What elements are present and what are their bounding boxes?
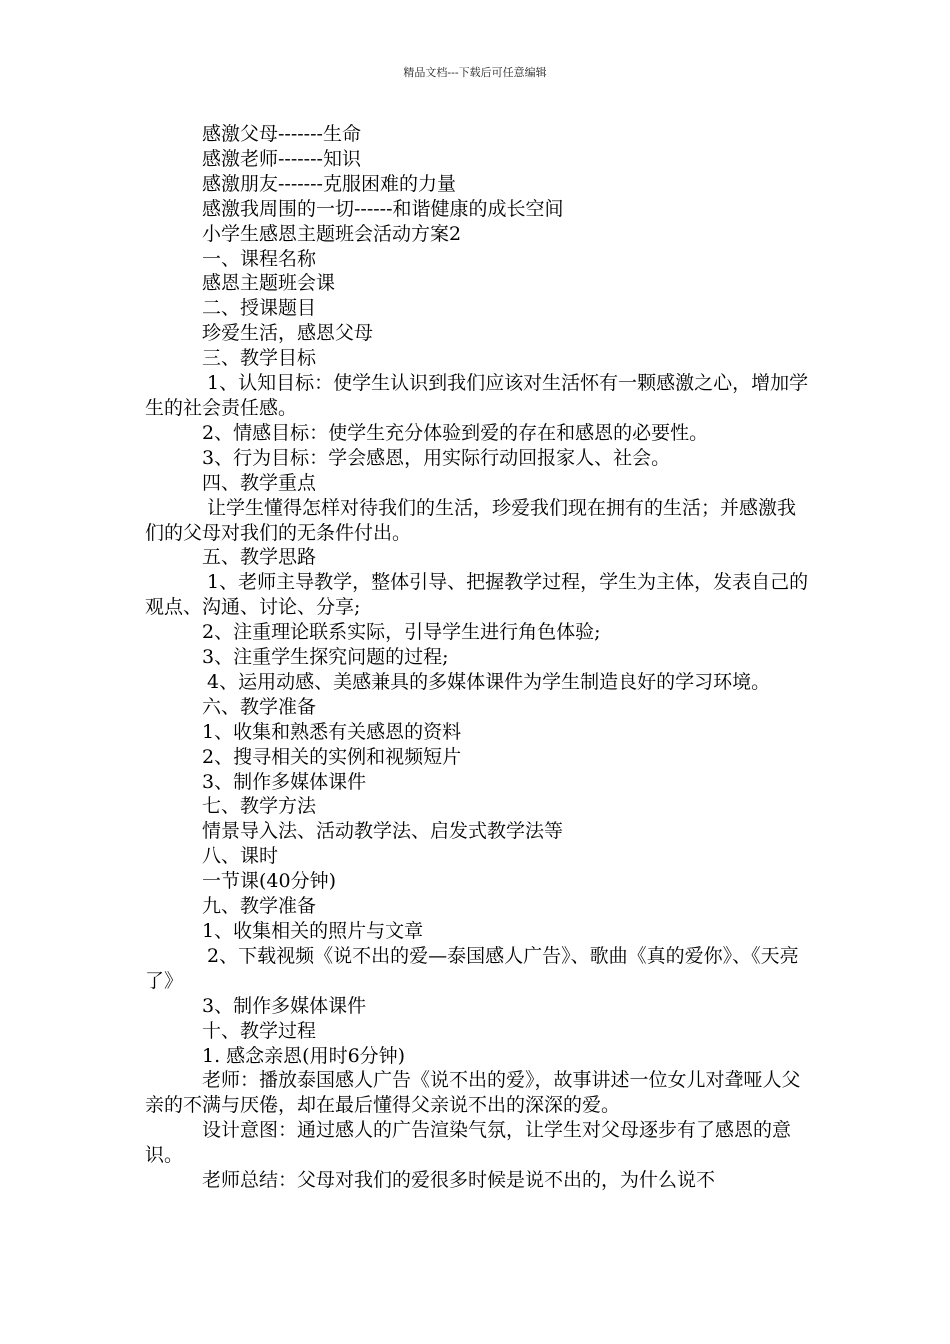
heading: 九、教学准备 xyxy=(202,895,317,918)
paragraph: 感激老师-------知识 xyxy=(202,147,361,170)
paragraph: 设计意图：通过感人的广告渲染气氛，让学生对父母逐步有了感恩的意识。 xyxy=(145,1119,792,1167)
section-title: 小学生感恩主题班会活动方案2 xyxy=(202,222,462,245)
paragraph: 1、老师主导教学，整体引导、把握教学过程，学生为主体，发表自己的观点、沟通、讨论、分享; xyxy=(145,571,809,619)
paragraph: 感恩主题班会课 xyxy=(202,272,336,295)
paragraph: 3、制作多媒体课件 xyxy=(202,994,367,1017)
paragraph: 3、制作多媒体课件 xyxy=(202,770,367,793)
paragraph: 1、收集相关的照片与文章 xyxy=(202,920,424,942)
paragraph: 1、认知目标：使学生认识到我们应该对生活怀有一颗感激之心，增加学生的社会责任感。 xyxy=(145,372,809,419)
heading: 六、教学准备 xyxy=(202,695,317,718)
paragraph: 3、行为目标：学会感恩，用实际行动回报家人、社会。 xyxy=(202,446,671,469)
heading: 十、教学过程 xyxy=(202,1019,317,1042)
heading: 八、课时 xyxy=(202,845,279,868)
heading: 三、教学目标 xyxy=(202,347,317,370)
paragraph: 1. 感念亲恩(用时6分钟) xyxy=(202,1044,406,1067)
heading: 四、教学重点 xyxy=(202,471,317,494)
paragraph: 珍爱生活，感恩父母 xyxy=(202,322,374,345)
document-body xyxy=(145,122,813,1193)
paragraph: 让学生懂得怎样对待我们的生活，珍爱我们现在拥有的生活；并感激我们的父母对我们的无条件付出。 xyxy=(145,496,797,544)
paragraph: 老师：播放泰国感人广告《说不出的爱》，故事讲述一位女儿对聋哑人父亲的不满与厌倦，却在最后懂得父亲说不出的深深的爱。 xyxy=(145,1069,801,1117)
page-header: 精品文档---下载后可任意编辑 xyxy=(403,66,547,79)
paragraph: 感激朋友-------克服困难的力量 xyxy=(202,172,456,195)
paragraph: 4、运用动感、美感兼具的多媒体课件为学生制造良好的学习环境。 xyxy=(207,670,771,693)
paragraph: 老师总结：父母对我们的爱很多时候是说不出的，为什么说不 xyxy=(202,1169,716,1192)
paragraph: 2、情感目标：使学生充分体验到爱的存在和感恩的必要性。 xyxy=(202,421,709,444)
heading: 七、教学方法 xyxy=(202,795,317,818)
paragraph: 2、注重理论联系实际，引导学生进行角色体验; xyxy=(202,621,601,644)
paragraph: 情景导入法、活动教学法、启发式教学法等 xyxy=(202,820,564,843)
paragraph: 2、下载视频《说不出的爱—泰国感人广告》、歌曲《真的爱你》、《天亮了》 xyxy=(145,944,799,992)
heading: 五、教学思路 xyxy=(202,546,317,569)
paragraph: 2、搜寻相关的实例和视频短片 xyxy=(202,745,462,768)
heading: 二、授课题目 xyxy=(202,297,317,320)
paragraph: 感激我周围的一切------和谐健康的成长空间 xyxy=(202,197,564,220)
paragraph: 1、收集和熟悉有关感恩的资料 xyxy=(202,720,462,743)
paragraph: 一节课(40分钟) xyxy=(202,870,337,893)
paragraph: 3、注重学生探究问题的过程; xyxy=(202,646,449,669)
heading: 一、课程名称 xyxy=(202,247,317,270)
paragraph: 感激父母-------生命 xyxy=(202,123,361,145)
